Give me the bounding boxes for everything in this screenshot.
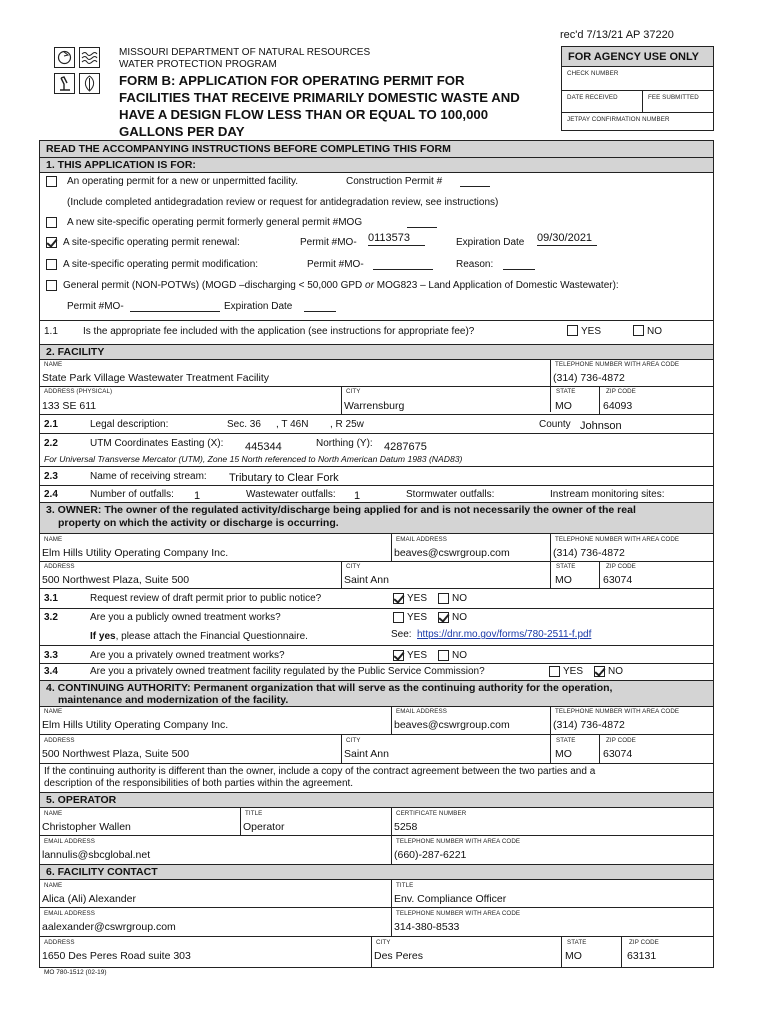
- potw-no-label: NO: [452, 612, 467, 623]
- operator-certificate-field[interactable]: 5258: [394, 821, 418, 833]
- outfalls-label: Number of outfalls:: [90, 489, 174, 500]
- authority-phone-field[interactable]: (314) 736-4872: [553, 719, 625, 731]
- general-permit-expiration-field[interactable]: [304, 301, 336, 312]
- date-received-label: DATE RECEIVED: [567, 94, 618, 101]
- potw-yes-checkbox[interactable]: [393, 612, 404, 623]
- facility-zip-field[interactable]: 64093: [603, 400, 633, 412]
- contact-city-field[interactable]: Des Peres: [374, 950, 424, 962]
- form-title-line3: HAVE A DESIGN FLOW LESS THAN OR EQUAL TO 100,000: [119, 107, 489, 122]
- contact-name-field[interactable]: Alica (Ali) Alexander: [42, 893, 136, 905]
- legal-range[interactable]: , R 25w: [330, 419, 364, 430]
- authority-email-label: EMAIL ADDRESS: [396, 708, 447, 715]
- owner-email-label: EMAIL ADDRESS: [396, 536, 447, 543]
- legal-township[interactable]: , T 46N: [276, 419, 309, 430]
- psc-no-label: NO: [608, 666, 623, 677]
- financial-questionnaire-link[interactable]: https://dnr.mo.gov/forms/780-2511-f.pdf: [417, 629, 592, 640]
- utm-easting-field[interactable]: 445344: [245, 441, 282, 453]
- facility-city-label: CITY: [346, 388, 361, 395]
- new-permit-label: An operating permit for a new or unpermitted facility.: [67, 176, 299, 187]
- contact-state-field[interactable]: MO: [565, 950, 582, 962]
- general-permit-number-field[interactable]: [130, 301, 220, 312]
- private-tw-no-checkbox[interactable]: [438, 650, 449, 661]
- facility-address-field[interactable]: 133 SE 611: [42, 400, 97, 412]
- water-waves-icon: [79, 47, 100, 68]
- q3-2-number: 3.2: [44, 612, 58, 623]
- owner-phone-field[interactable]: (314) 736-4872: [553, 547, 625, 559]
- facility-city-field[interactable]: Warrensburg: [344, 400, 405, 412]
- check-number-label: CHECK NUMBER: [567, 70, 619, 77]
- form-title-line2: FACILITIES THAT RECEIVE PRIMARILY DOMESTIC WASTE AND: [119, 90, 520, 105]
- private-tw-yes-checkbox[interactable]: [393, 650, 404, 661]
- draft-review-no-checkbox[interactable]: [438, 593, 449, 604]
- microscope-icon: [54, 73, 75, 94]
- owner-name-label: NAME: [44, 536, 63, 543]
- modification-label: A site-specific operating permit modification:: [63, 259, 259, 270]
- contact-zip-label: ZIP CODE: [629, 939, 659, 946]
- operator-name-field[interactable]: Christopher Wallen: [42, 821, 131, 833]
- authority-zip-label: ZIP CODE: [606, 737, 636, 744]
- general-permit-number-label: Permit #MO-: [67, 301, 124, 312]
- potw-no-checkbox[interactable]: [438, 612, 449, 623]
- fee-yes-label: YES: [581, 326, 602, 337]
- instructions-banner: READ THE ACCOMPANYING INSTRUCTIONS BEFORE COMPLETING THIS FORM: [40, 141, 713, 157]
- psc-yes-checkbox[interactable]: [549, 666, 560, 677]
- fee-no-label: NO: [647, 326, 662, 337]
- general-permit-label: General permit (NON-POTWs) (MOGD –discharging < 50,000 GPD or MOG823 – Land Application of Domestic Wastewater):: [63, 280, 619, 291]
- operator-email-label: EMAIL ADDRESS: [44, 838, 95, 845]
- psc-yes-label: YES: [563, 666, 584, 677]
- general-to-site-checkbox[interactable]: [46, 217, 57, 228]
- contact-address-field[interactable]: 1650 Des Peres Road suite 303: [42, 950, 191, 962]
- owner-name-field[interactable]: Elm Hills Utility Operating Company Inc.: [42, 547, 229, 559]
- private-tw-question: Are you a privately owned treatment works?: [90, 650, 285, 661]
- contact-zip-field[interactable]: 63131: [627, 950, 657, 962]
- section6-title: 6. FACILITY CONTACT: [40, 865, 713, 879]
- section3-title: 3. OWNER: The owner of the regulated activity/discharge being applied for and is not necessarily the owner of the real property on which the activity or discharge is occurring.: [40, 503, 713, 533]
- section4-title: 4. CONTINUING AUTHORITY: Permanent organization that will serve as the continuing authority for the operation, maintenance and modernization of the facility.: [40, 681, 713, 706]
- department-name: MISSOURI DEPARTMENT OF NATURAL RESOURCES: [119, 47, 371, 58]
- contact-address-label: ADDRESS: [44, 939, 75, 946]
- utm-note: For Universal Transverse Mercator (UTM), Zone 15 North referenced to North American Datum 1983 (NAD83): [44, 454, 463, 464]
- operator-title-label: TITLE: [245, 810, 263, 817]
- draft-review-yes-label: YES: [407, 593, 428, 604]
- q2-1-number: 2.1: [44, 419, 58, 430]
- utm-northing-field[interactable]: 4287675: [384, 441, 427, 453]
- authority-city-label: CITY: [346, 737, 361, 744]
- operator-title-field[interactable]: Operator: [243, 821, 285, 833]
- potw-question: Are you a publicly owned treatment works?: [90, 612, 281, 623]
- operator-phone-label: TELEPHONE NUMBER WITH AREA CODE: [396, 838, 521, 845]
- modification-permit-label: Permit #MO-: [307, 259, 364, 270]
- operator-name-label: NAME: [44, 810, 63, 817]
- construction-permit-label: Construction Permit #: [346, 176, 443, 187]
- renewal-permit-label: Permit #MO-: [300, 237, 357, 248]
- section5-title: 5. OPERATOR: [40, 793, 713, 807]
- authority-city-field[interactable]: Saint Ann: [344, 748, 389, 760]
- facility-state-label: STATE: [556, 388, 576, 395]
- authority-name-field[interactable]: Elm Hills Utility Operating Company Inc.: [42, 719, 229, 731]
- psc-question: Are you a privately owned treatment facility regulated by the Public Service Commission?: [90, 666, 485, 677]
- form-title-line1: FORM B: APPLICATION FOR OPERATING PERMIT FOR: [119, 73, 465, 88]
- received-stamp: rec'd 7/13/21 AP 37220: [560, 29, 674, 41]
- owner-email-field[interactable]: beaves@cswrgroup.com: [394, 547, 510, 559]
- owner-city-field[interactable]: Saint Ann: [344, 574, 389, 586]
- draft-review-no-label: NO: [452, 593, 467, 604]
- outfalls-field[interactable]: 1: [194, 490, 201, 502]
- authority-phone-label: TELEPHONE NUMBER WITH AREA CODE: [555, 708, 680, 715]
- form-title-line4: GALLONS PER DAY: [119, 124, 245, 139]
- authority-contract-note: If the continuing authority is different than the owner, include a copy of the contract agreement between the two parties and a description of the responsibilities of both parties within the agreement.: [44, 766, 596, 789]
- facility-zip-label: ZIP CODE: [606, 388, 636, 395]
- section2-title: 2. FACILITY: [40, 345, 713, 359]
- contact-title-label: TITLE: [396, 882, 414, 889]
- utm-easting-label: UTM Coordinates Easting (X):: [90, 438, 224, 449]
- q2-2-number: 2.2: [44, 438, 58, 449]
- facility-name-field[interactable]: State Park Village Wastewater Treatment Facility: [42, 372, 270, 384]
- instream-sites-label: Instream monitoring sites:: [550, 489, 665, 500]
- draft-review-question: Request review of draft permit prior to public notice?: [90, 593, 322, 604]
- owner-state-label: STATE: [556, 563, 576, 570]
- operator-email-field[interactable]: lannulis@sbcglobal.net: [42, 849, 151, 861]
- modification-reason-label: Reason:: [456, 259, 494, 270]
- owner-address-field[interactable]: 500 Northwest Plaza, Suite 500: [42, 574, 190, 586]
- q3-3-number: 3.3: [44, 650, 58, 661]
- contact-email-field[interactable]: aalexander@cswrgroup.com: [42, 921, 176, 933]
- wastewater-outfalls-label: Wastewater outfalls:: [246, 489, 336, 500]
- jetpay-label: JETPAY CONFIRMATION NUMBER: [567, 116, 670, 123]
- q2-3-number: 2.3: [44, 471, 58, 482]
- facility-phone-label: TELEPHONE NUMBER WITH AREA CODE: [555, 361, 680, 368]
- authority-address-field[interactable]: 500 Northwest Plaza, Suite 500: [42, 748, 190, 760]
- q3-1-number: 3.1: [44, 593, 58, 604]
- section1-title: 1. THIS APPLICATION IS FOR:: [40, 158, 713, 172]
- contact-phone-field[interactable]: 314-380-8533: [394, 921, 460, 933]
- psc-no-checkbox[interactable]: [594, 666, 605, 677]
- contact-city-label: CITY: [376, 939, 391, 946]
- draft-review-yes-checkbox[interactable]: [393, 593, 404, 604]
- renewal-label: A site-specific operating permit renewal:: [63, 237, 240, 248]
- private-tw-yes-label: YES: [407, 650, 428, 661]
- program-name: WATER PROTECTION PROGRAM: [119, 59, 277, 70]
- modification-permit-field[interactable]: [373, 259, 433, 270]
- renewal-expiration-field[interactable]: 09/30/2021: [537, 232, 597, 246]
- renewal-expiration-label: Expiration Date: [456, 237, 525, 248]
- construction-permit-field[interactable]: [460, 176, 490, 187]
- fee-no-checkbox[interactable]: [633, 325, 644, 336]
- wastewater-outfalls-field[interactable]: 1: [354, 490, 361, 502]
- antidegradation-note: (Include completed antidegradation review or request for antidegradation review, see instructions): [67, 197, 499, 208]
- facility-phone-field[interactable]: (314) 736-4872: [553, 372, 625, 384]
- authority-email-field[interactable]: beaves@cswrgroup.com: [394, 719, 510, 731]
- private-tw-no-label: NO: [452, 650, 467, 661]
- authority-address-label: ADDRESS: [44, 737, 75, 744]
- stormwater-outfalls-label: Stormwater outfalls:: [406, 489, 495, 500]
- q3-4-number: 3.4: [44, 666, 58, 677]
- owner-city-label: CITY: [346, 563, 361, 570]
- leaf-cycle-icon: [54, 47, 75, 68]
- receiving-stream-label: Name of receiving stream:: [90, 471, 207, 482]
- modification-reason-field[interactable]: [503, 259, 535, 270]
- general-to-site-label: A new site-specific operating permit formerly general permit #MOG: [67, 217, 363, 228]
- authority-name-label: NAME: [44, 708, 63, 715]
- q2-4-number: 2.4: [44, 489, 58, 500]
- q1-1-number: 1.1: [44, 326, 58, 337]
- operator-phone-field[interactable]: (660)-287-6221: [394, 849, 467, 861]
- owner-phone-label: TELEPHONE NUMBER WITH AREA CODE: [555, 536, 680, 543]
- agency-use-title: FOR AGENCY USE ONLY: [562, 47, 713, 66]
- utm-northing-label: Northing (Y):: [316, 438, 373, 449]
- authority-state-label: STATE: [556, 737, 576, 744]
- potw-yes-label: YES: [407, 612, 428, 623]
- mog-number-field[interactable]: [407, 217, 437, 228]
- contact-phone-label: TELEPHONE NUMBER WITH AREA CODE: [396, 910, 521, 917]
- legal-description-label: Legal description:: [90, 419, 169, 430]
- owner-zip-label: ZIP CODE: [606, 563, 636, 570]
- owner-address-label: ADDRESS: [44, 563, 75, 570]
- contact-state-label: STATE: [567, 939, 587, 946]
- leaf-icon: [79, 73, 100, 94]
- authority-zip-field[interactable]: 63074: [603, 748, 633, 760]
- legal-section[interactable]: Sec. 36: [227, 419, 261, 430]
- county-field[interactable]: Johnson: [580, 420, 622, 432]
- owner-state-field[interactable]: MO: [555, 574, 572, 586]
- authority-state-field[interactable]: MO: [555, 748, 572, 760]
- contact-email-label: EMAIL ADDRESS: [44, 910, 95, 917]
- renewal-permit-field[interactable]: 0113573: [368, 232, 425, 246]
- renewal-checkbox[interactable]: [46, 237, 57, 248]
- fee-submitted-label: FEE SUBMITTED: [648, 94, 699, 101]
- receiving-stream-field[interactable]: Tributary to Clear Fork: [229, 472, 339, 484]
- see-label: See:: [391, 629, 412, 640]
- owner-zip-field[interactable]: 63074: [603, 574, 633, 586]
- form-number: MO 780-1512 (02-19): [44, 969, 107, 976]
- contact-name-label: NAME: [44, 882, 63, 889]
- contact-title-field[interactable]: Env. Compliance Officer: [394, 893, 507, 905]
- general-permit-expiration-label: Expiration Date: [224, 301, 293, 312]
- modification-checkbox[interactable]: [46, 259, 57, 270]
- fee-yes-checkbox[interactable]: [567, 325, 578, 336]
- facility-state-field[interactable]: MO: [555, 400, 572, 412]
- facility-address-label: ADDRESS (PHYSICAL): [44, 388, 113, 395]
- general-permit-checkbox[interactable]: [46, 280, 57, 291]
- county-label: County: [539, 419, 571, 430]
- operator-certificate-label: CERTIFICATE NUMBER: [396, 810, 467, 817]
- facility-name-label: NAME: [44, 361, 63, 368]
- fee-included-question: Is the appropriate fee included with the application (see instructions for appropriate fee)?: [83, 326, 475, 337]
- new-permit-checkbox[interactable]: [46, 176, 57, 187]
- financial-questionnaire-note: If yes, please attach the Financial Questionnaire.: [90, 631, 308, 642]
